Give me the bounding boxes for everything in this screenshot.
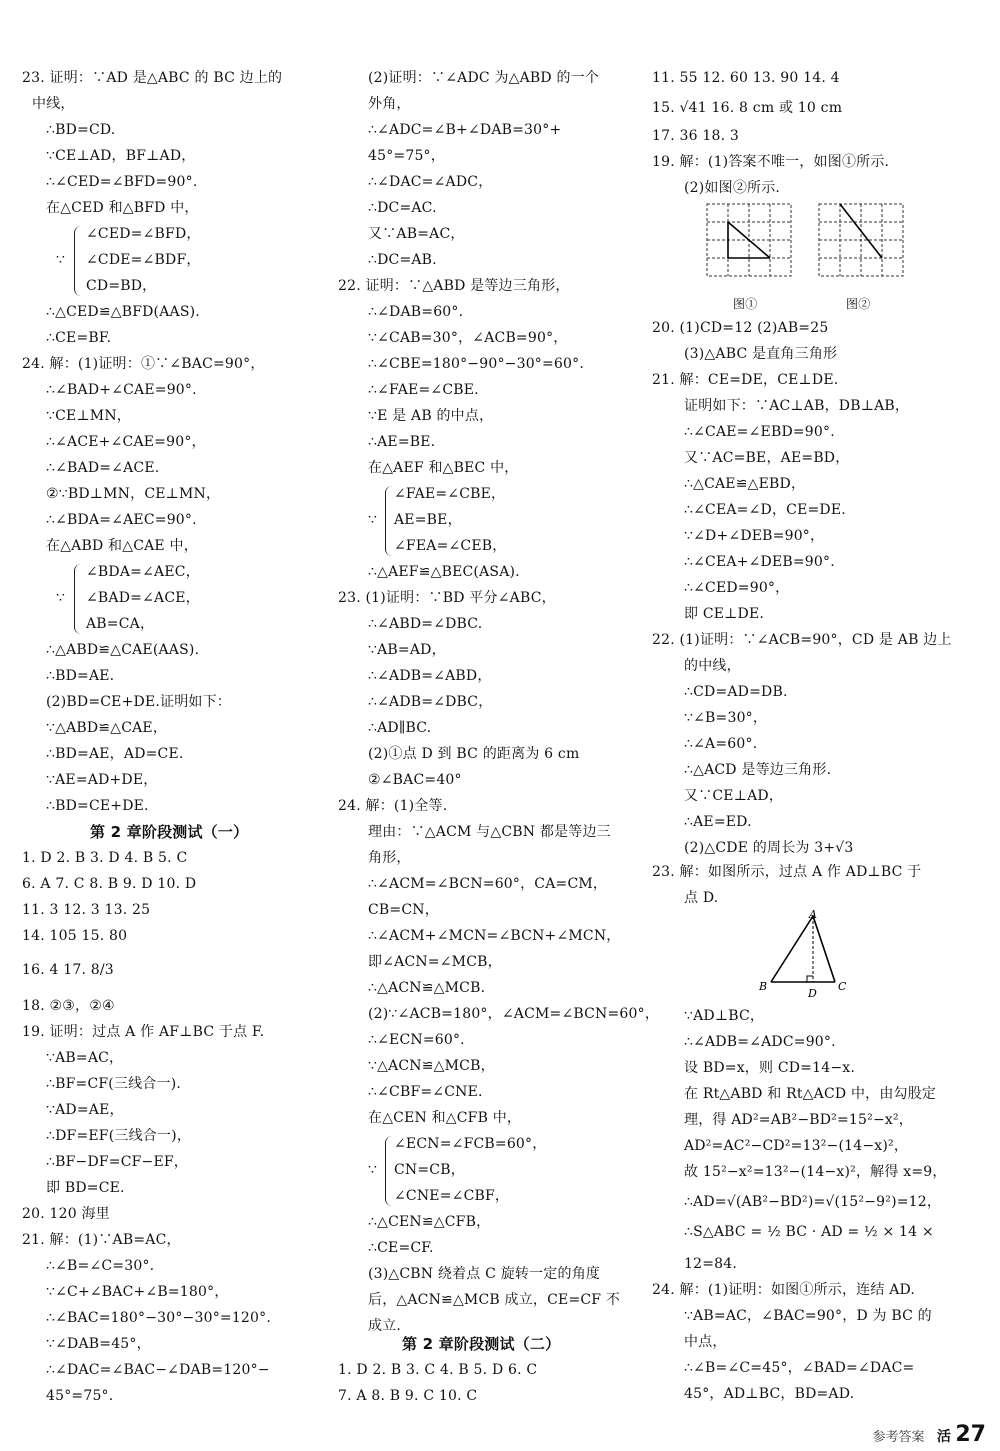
answer-line: ∴∠ACM+∠MCN=∠BCN+∠MCN， [368, 928, 621, 944]
answer-line: 14. 105 15. 80 [22, 928, 128, 944]
answer-line: 点 D. [684, 890, 719, 906]
answer-line: 又∵AC=BE，AE=BD， [684, 450, 850, 466]
answer-line: 故 15²−x²=13²−(14−x)²，解得 x=9， [684, 1164, 947, 1180]
answer-line: (2)BD=CE+DE.证明如下： [46, 694, 232, 710]
answer-line: 中线， [32, 96, 75, 112]
vertex-a-label: A [809, 908, 817, 921]
answer-line: ∠BDA=∠AEC， [86, 564, 200, 580]
answer-line: (2)①点 D 到 BC 的距离为 6 cm [368, 746, 580, 762]
answer-line: AB=CA， [86, 616, 155, 632]
answer-line: 证明如下：∵AC⊥AB，DB⊥AB， [684, 398, 910, 414]
answer-line: CB=CN， [368, 902, 439, 918]
answer-line: ②∠BAC=40° [368, 772, 462, 788]
answer-line: ∵∠CAB=30°，∠ACB=90°， [368, 330, 568, 346]
answer-line: 23. 解：如图所示，过点 A 作 AD⊥BC 于 [652, 864, 922, 880]
answer-line: 24. 解：(1)证明：如图①所示，连结 AD. [652, 1282, 916, 1298]
answer-line: 21. 解：CE=DE，CE⊥DE. [652, 372, 839, 388]
answer-line: 19. 解：(1)答案不唯一，如图①所示. [652, 154, 890, 170]
answer-line: 12=84. [684, 1256, 738, 1272]
answer-line: 20. 120 海里 [22, 1206, 110, 1222]
answer-line: 在△ABD 和△CAE 中， [46, 538, 198, 554]
answer-line: (2)如图②所示. [684, 180, 781, 196]
answer-line: ∴CE=CF. [368, 1240, 434, 1256]
answer-line: ∵AB=AC， [46, 1050, 124, 1066]
answer-line: ∴S△ABC = ½ BC · AD = ½ × 14 × [684, 1224, 934, 1240]
answer-line: ∴∠BAC=180°−30°−30°=120°. [46, 1310, 271, 1326]
section-heading: 第 2 章阶段测试（二） [402, 1335, 561, 1353]
triangle-figure [755, 908, 855, 1000]
answer-line: ∴∠ABD=∠DBC. [368, 616, 483, 632]
answer-line: ∵AD⊥BC， [684, 1008, 765, 1024]
answer-line: 1. D 2. B 3. C 4. B 5. D 6. C [338, 1362, 538, 1378]
answer-line: ∴△CAE≌△EBD， [684, 476, 806, 492]
answer-line: ∴∠DAC=∠BAC−∠DAB=120°− [46, 1362, 270, 1378]
answer-line: ∴∠CED=90°， [684, 580, 790, 596]
answer-line: ∵AB=AD， [368, 642, 446, 658]
answer-line: ∴BD=AE. [46, 668, 115, 684]
figure-2-grid [818, 203, 904, 295]
answer-line: ∴DC=AB. [368, 252, 437, 268]
answer-line: ∴DF=EF(三线合一)， [46, 1128, 192, 1144]
answer-line: 在△AEF 和△BEC 中， [368, 460, 519, 476]
page-footer [872, 1422, 986, 1447]
answer-line: ∴DC=AC. [368, 200, 437, 216]
answer-line: ∵△ABD≌△CAE， [46, 720, 168, 736]
answer-line: ∴∠ADB=∠ADC=90°. [684, 1034, 836, 1050]
answer-line: ∴AD=√(AB²−BD²)=√(15²−9²)=12， [684, 1194, 942, 1210]
answer-line: ∴△AEF≌△BEC(ASA). [368, 564, 520, 580]
footer-section: 参考答案 [872, 1430, 925, 1445]
answer-line: ∠FAE=∠CBE， [394, 486, 506, 502]
answer-line: ∴∠FAE=∠CBE. [368, 382, 479, 398]
answer-line: ∵∠D+∠DEB=90°， [684, 528, 825, 544]
answer-line: (3)△ABC 是直角三角形 [684, 346, 838, 362]
answer-line: 在△CEN 和△CFB 中， [368, 1110, 522, 1126]
answer-line: ∴∠CAE=∠EBD=90°. [684, 424, 835, 440]
answer-line: CN=CB， [394, 1162, 465, 1178]
answer-line: ∴∠B=∠C=30°. [46, 1258, 155, 1274]
answer-line: 成立. [368, 1318, 402, 1334]
answer-line: ∵E 是 AB 的中点， [368, 408, 494, 424]
answer-line: ∴BD=CE+DE. [46, 798, 149, 814]
answer-line: 中点， [684, 1334, 727, 1350]
answer-line: ∴△ABD≌△CAE(AAS). [46, 642, 200, 658]
answer-line: 21. 解：(1)∵AB=AC， [22, 1232, 181, 1248]
answer-line: 7. A 8. B 9. C 10. C [338, 1388, 478, 1404]
answer-line: ∠CDE=∠BDF， [86, 252, 201, 268]
answer-line: ∵△ACN≌△MCB， [368, 1058, 495, 1074]
answer-line: 24. 解：(1)证明：①∵∠BAC=90°， [22, 356, 265, 372]
answer-line: ∴∠CED=∠BFD=90°. [46, 174, 198, 190]
answer-line: 又∵CE⊥AD， [684, 788, 784, 804]
answer-line: ∴∠ADC=∠B+∠DAB=30°+ [368, 122, 562, 138]
answer-line: ∴∠CBF=∠CNE. [368, 1084, 483, 1100]
answer-line: ∴△ACD 是等边三角形. [684, 762, 832, 778]
answer-line: 45°，AD⊥BC，BD=AD. [684, 1386, 855, 1402]
answer-line: ②∵BD⊥MN，CE⊥MN， [46, 486, 221, 502]
answer-line: ∴∠CEA+∠DEB=90°. [684, 554, 835, 570]
answer-line: ∴∠ADB=∠ABD， [368, 668, 492, 684]
section-heading: 第 2 章阶段测试（一） [90, 823, 249, 841]
answer-line: ∵CE⊥AD，BF⊥AD， [46, 148, 196, 164]
answer-line: 19. 证明：过点 A 作 AF⊥BC 于点 F. [22, 1024, 265, 1040]
answer-line: ∠FEA=∠CEB， [394, 538, 507, 554]
brace [385, 1136, 392, 1206]
answer-line: ∴∠BAD+∠CAE=90°. [46, 382, 197, 398]
vertex-b-label: B [759, 980, 768, 993]
answer-line: ∵∠B=30°， [684, 710, 768, 726]
answer-line: 即 CE⊥DE. [684, 606, 765, 622]
answer-line: ∴BF=CF(三线合一). [46, 1076, 182, 1092]
answer-line: ∴BD=AE，AD=CE. [46, 746, 184, 762]
answer-line: 45°=75°. [46, 1388, 114, 1404]
answer-line: 在 Rt△ABD 和 Rt△ACD 中，由勾股定 [684, 1086, 937, 1102]
answer-line: ∴△CED≌△BFD(AAS). [46, 304, 200, 320]
answer-line: 23. 证明：∵AD 是△ABC 的 BC 边上的 [22, 70, 283, 86]
answer-line: ∵AE=AD+DE， [46, 772, 158, 788]
answer-line: 18. ②③，②④ [22, 998, 115, 1014]
answer-line: ∴∠CBE=180°−90°−30°=60°. [368, 356, 584, 372]
answer-line: ∵AB=AC，∠BAC=90°，D 为 BC 的 [684, 1308, 932, 1324]
answer-line: ∵CE⊥MN， [46, 408, 131, 424]
answer-line: ∴BF−DF=CF−EF， [46, 1154, 188, 1170]
answer-line: 22. 证明：∵△ABD 是等边三角形， [338, 278, 570, 294]
brace [74, 564, 81, 634]
answer-line: 的中线， [684, 658, 741, 674]
answer-line: AE=BE， [394, 512, 462, 528]
answer-line: 11. 55 12. 60 13. 90 14. 4 [652, 70, 840, 86]
answer-line: ∴△ACN≌△MCB. [368, 980, 486, 996]
answer-line: ∠CED=∠BFD， [86, 226, 201, 242]
answer-line: ∴∠ACM=∠BCN=60°，CA=CM， [368, 876, 608, 892]
answer-line: 即∠ACN=∠MCB， [368, 954, 502, 970]
answer-line: ∴∠ECN=60°. [368, 1032, 465, 1048]
answer-line: ∴∠DAC=∠ADC， [368, 174, 493, 190]
answer-line: 后，△ACN≌△MCB 成立，CE=CF 不 [368, 1292, 621, 1308]
answer-line: 即 BD=CE. [46, 1180, 125, 1196]
answer-line: ∴BD=CD. [46, 122, 116, 138]
answer-line: 24. 解：(1)全等. [338, 798, 448, 814]
answer-line: 20. (1)CD=12 (2)AB=25 [652, 320, 829, 336]
figure-1-grid [706, 203, 792, 295]
answer-line: CD=BD， [86, 278, 157, 294]
answer-line: 15. √41 16. 8 cm 或 10 cm [652, 100, 843, 116]
answer-line: ∴∠ADB=∠DBC， [368, 694, 493, 710]
answer-line: ∵ [56, 252, 66, 268]
answer-line: ∵ [368, 1162, 378, 1178]
vertex-d-label: D [808, 987, 817, 1000]
answer-line: 23. (1)证明：∵BD 平分∠ABC， [338, 590, 556, 606]
answer-line: ∴∠A=60°. [684, 736, 758, 752]
vertex-c-label: C [838, 980, 847, 993]
answer-line: ∴∠CEA=∠D，CE=DE. [684, 502, 846, 518]
answer-line: ∠BAD=∠ACE， [86, 590, 200, 606]
answer-line: 又∵AB=AC， [368, 226, 465, 242]
answer-line: ∴CE=BF. [46, 330, 112, 346]
answer-line: ∴∠DAB=60°. [368, 304, 464, 320]
answer-line: (2)∵∠ACB=180°，∠ACM=∠BCN=60°， [368, 1006, 660, 1022]
answer-line: 1. D 2. B 3. D 4. B 5. C [22, 850, 188, 866]
answer-line: 角形， [368, 850, 411, 866]
figure-2-label: 图② [846, 297, 871, 311]
answer-line: (2)△CDE 的周长为 3+√3 [684, 840, 854, 856]
answer-line: 6. A 7. C 8. B 9. D 10. D [22, 876, 197, 892]
answer-line: ∠ECN=∠FCB=60°， [394, 1136, 547, 1152]
answer-line: ∴AE=BE. [368, 434, 436, 450]
answer-line: AD²=AC²−CD²=13²−(14−x)²， [684, 1138, 909, 1154]
answer-line: (3)△CBN 绕着点 C 旋转一定的角度 [368, 1266, 601, 1282]
answer-line: ∵∠DAB=45°， [46, 1336, 151, 1352]
answer-line: ∵ [368, 512, 378, 528]
figure-1-label: 图① [733, 297, 758, 311]
answer-line: ∴AD∥BC. [368, 720, 432, 736]
answer-line: ∵∠C+∠BAC+∠B=180°， [46, 1284, 229, 1300]
answer-line: ∴AE=ED. [684, 814, 752, 830]
answer-line: ∴∠ACE+∠CAE=90°， [46, 434, 206, 450]
answer-line: 45°=75°， [368, 148, 445, 164]
answer-line: 外角， [368, 96, 411, 112]
answer-line: ∠CNE=∠CBF， [394, 1188, 510, 1204]
brace [385, 486, 392, 556]
brace [74, 226, 81, 296]
answer-line: 理，得 AD²=AB²−BD²=15²−x²， [684, 1112, 913, 1128]
page-number: 27 [955, 1422, 986, 1447]
answer-line: ∴∠BDA=∠AEC=90°. [46, 512, 197, 528]
answer-line: 理由：∵△ACM 与△CBN 都是等边三 [368, 824, 611, 840]
answer-line: (2)证明：∵∠ADC 为△ABD 的一个 [368, 70, 600, 86]
answer-line: ∴∠B=∠C=45°，∠BAD=∠DAC= [684, 1360, 915, 1376]
footer-brand: 活 [936, 1429, 951, 1445]
answer-line: 在△CED 和△BFD 中， [46, 200, 199, 216]
answer-line: 17. 36 18. 3 [652, 128, 740, 144]
answer-line: ∴△CEN≌△CFB， [368, 1214, 491, 1230]
answer-line: ∵ [56, 590, 66, 606]
answer-line: ∴∠BAD=∠ACE. [46, 460, 160, 476]
answer-line: 22. (1)证明：∵∠ACB=90°，CD 是 AB 边上 [652, 632, 952, 648]
answer-line: 16. 4 17. 8/3 [22, 962, 114, 978]
answer-line: ∵AD=AE， [46, 1102, 124, 1118]
answer-line: 11. 3 12. 3 13. 25 [22, 902, 151, 918]
answer-line: 设 BD=x，则 CD=14−x. [684, 1060, 855, 1076]
answer-line: ∴CD=AD=DB. [684, 684, 788, 700]
